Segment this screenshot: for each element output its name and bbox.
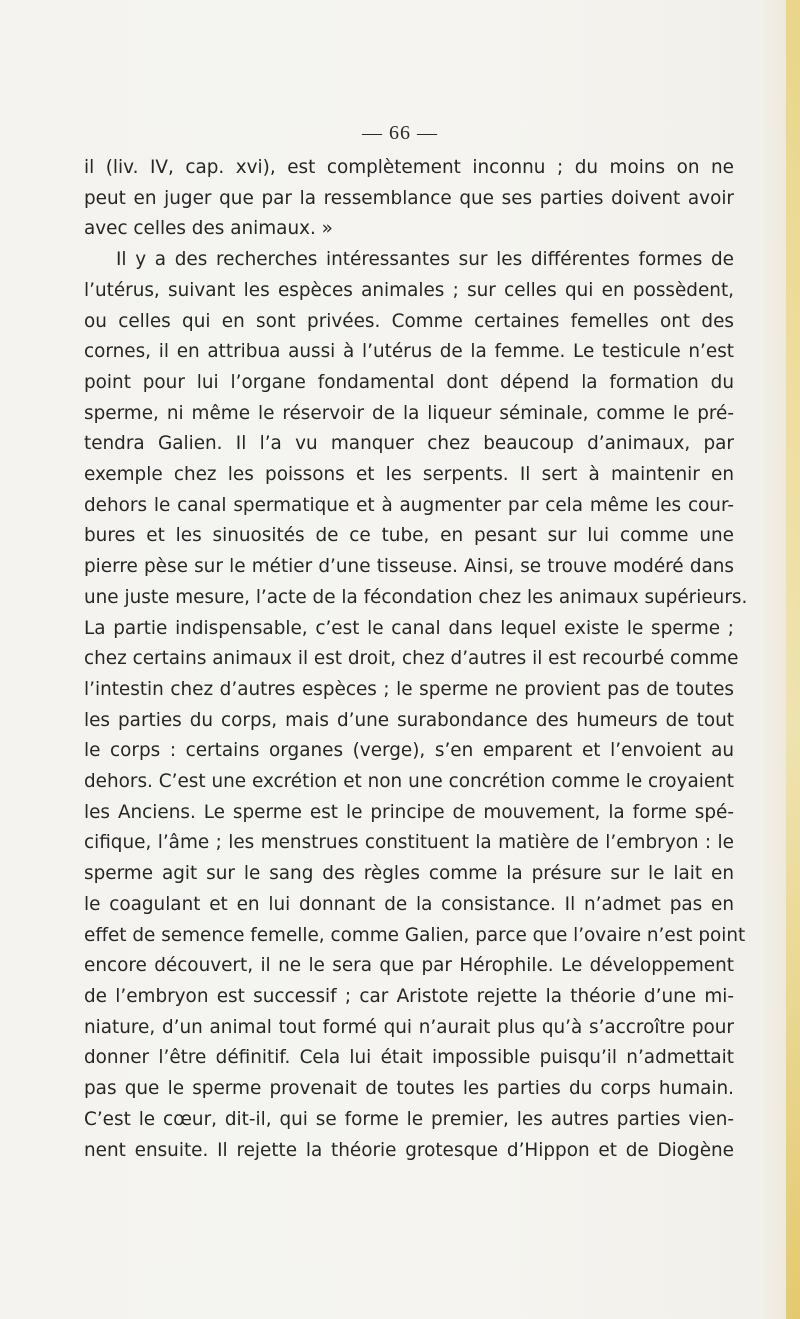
text-line: dehors le canal spermatique et à augmenter par cela même les cour- — [84, 494, 734, 516]
body-text — [84, 153, 748, 1166]
page-number: — 66 — — [362, 122, 438, 144]
text-line: effet de semence femelle, comme Galien, parce que l’ovaire n’est point — [84, 924, 746, 946]
text-line: bures et les sinuosités de ce tube, en pesant sur lui comme une — [84, 525, 734, 547]
text-line: exemple chez les poissons et les serpents. Il sert à maintenir en — [84, 464, 734, 486]
text-line: de l’embryon est successif ; car Aristote rejette la théorie d’une mi- — [84, 985, 734, 1007]
text-line: donner l’être définitif. Cela lui était impossible puisqu’il n’admettait — [84, 1047, 734, 1069]
text-line: ou celles qui en sont privées. Comme certaines femelles ont des — [84, 310, 734, 332]
text-line: point pour lui l’organe fondamental dont dépend la formation du — [84, 371, 734, 393]
text-line: cifique, l’âme ; les menstrues constituent la matière de l’embryon : le — [84, 832, 734, 854]
text-line: avec celles des animaux. » — [84, 218, 333, 240]
text-line: nent ensuite. Il rejette la théorie grotesque d’Hippon et de Diogène — [84, 1139, 734, 1161]
paragraph — [84, 153, 734, 245]
text-line: l’utérus, suivant les espèces animales ; sur celles qui en possèdent, — [84, 279, 734, 301]
text-line: il (liv. IV, cap. xvi), est complètement inconnu ; du moins on ne — [84, 157, 734, 178]
text-line: peut en juger que par la ressemblance que ses parties doivent avoir — [84, 187, 734, 209]
text-line: niature, d’un animal tout formé qui n’aurait plus qu’à s’accroître pour — [84, 1016, 734, 1038]
text-line: les parties du corps, mais d’une surabondance des humeurs de tout — [84, 709, 734, 731]
text-line: le coagulant et en lui donnant de la consistance. Il n’admet pas en — [84, 893, 734, 915]
text-line: les Anciens. Le sperme est le principe de mouvement, la forme spé- — [84, 801, 734, 823]
text-line: Il y a des recherches intéressantes sur les différentes formes de — [116, 249, 734, 271]
text-line: La partie indispensable, c’est le canal dans lequel existe le sperme ; — [84, 617, 734, 639]
text-line: cornes, il en attribua aussi à l’utérus de la femme. Le testicule n’est — [84, 341, 734, 363]
page-edge-stain — [786, 0, 800, 1319]
text-line: pierre pèse sur le métier d’une tisseuse. Ainsi, se trouve modéré dans — [84, 556, 734, 578]
text-line: C’est le cœur, dit-il, qui se forme le premier, les autres parties vien- — [84, 1108, 734, 1130]
paragraph — [84, 245, 748, 1166]
text-line: pas que le sperme provenait de toutes les parties du corps humain. — [84, 1078, 734, 1100]
text-line: une juste mesure, l’acte de la fécondation chez les animaux supérieurs. — [84, 586, 748, 608]
text-line: sperme agit sur le sang des règles comme la présure sur le lait en — [84, 863, 734, 885]
text-line: encore découvert, il ne le sera que par Hérophile. Le développement — [84, 955, 734, 977]
text-line: l’intestin chez d’autres espèces ; le sperme ne provient pas de toutes — [84, 678, 734, 700]
text-line: sperme, ni même le réservoir de la liqueur séminale, comme le pré- — [84, 402, 734, 424]
text-line: le corps : certains organes (verge), s’en emparent et l’envoient au — [84, 740, 734, 762]
text-line: tendra Galien. Il l’a vu manquer chez beaucoup d’animaux, par — [84, 433, 734, 455]
text-line: chez certains animaux il est droit, chez d’autres il est recourbé comme — [84, 648, 739, 670]
text-line: dehors. C’est une excrétion et non une concrétion comme le croyaient — [84, 771, 734, 793]
